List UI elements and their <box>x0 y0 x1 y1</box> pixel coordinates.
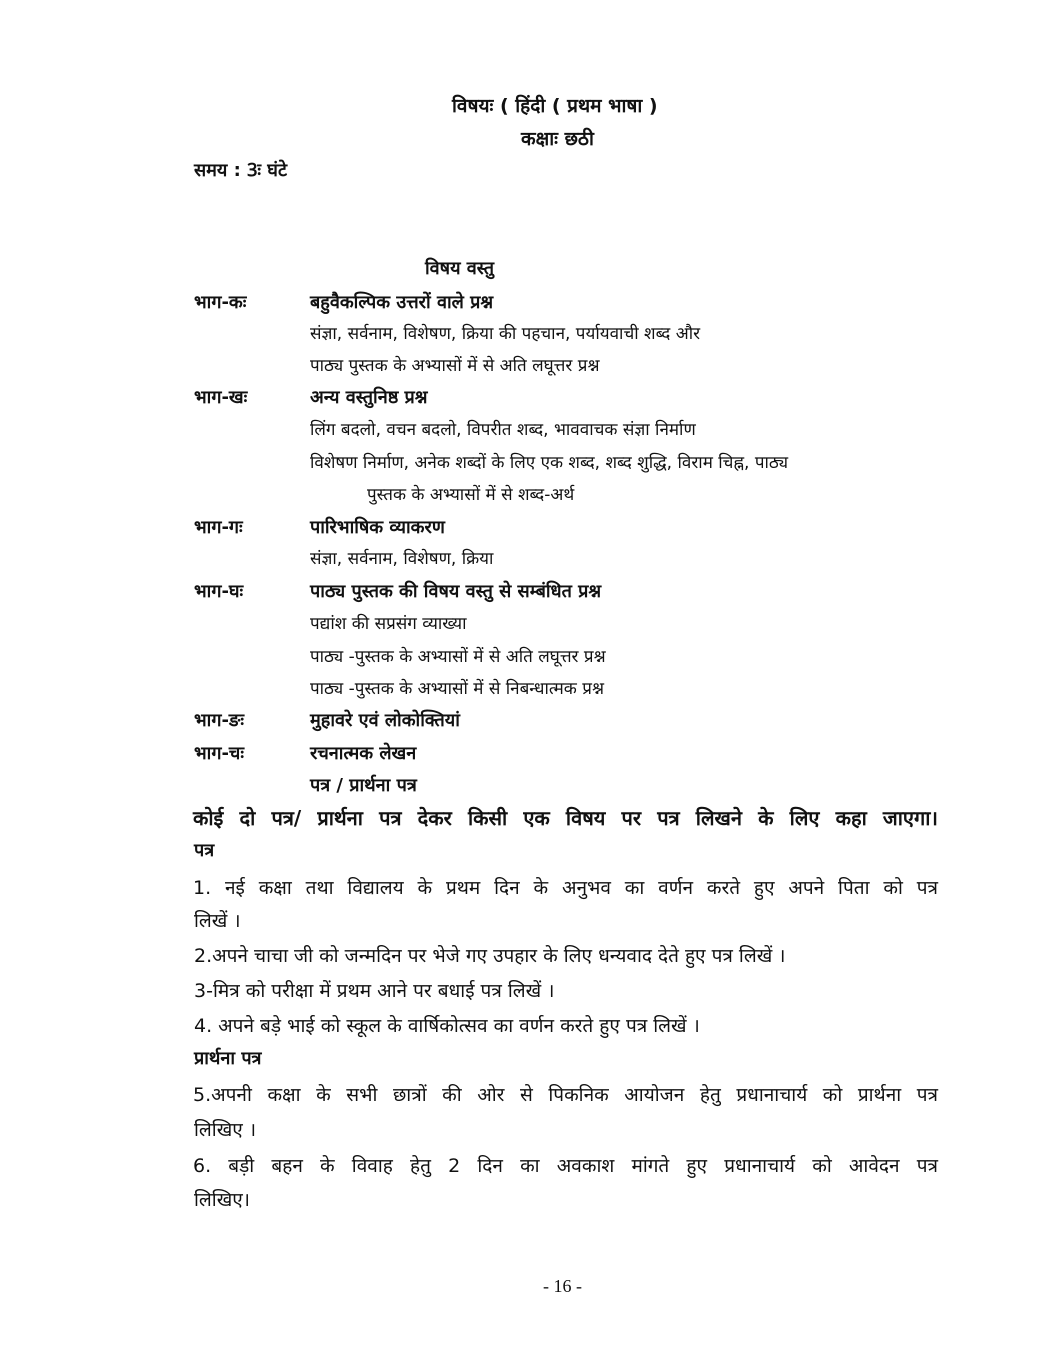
letters-heading: पत्र <box>194 840 215 861</box>
section-label: भाग-चः <box>194 743 244 764</box>
section-heading: मुहावरे एवं लोकोक्तियां <box>310 710 460 731</box>
application-item: लिखिए। <box>194 1189 250 1211</box>
section-line: संज्ञा, सर्वनाम, विशेषण, क्रिया की पहचान, पर्यायवाची शब्द और <box>310 324 701 344</box>
letter-item: 2.अपने चाचा जी को जन्मदिन पर भेजे गए उपहार के लिए धन्यवाद देते हुए पत्र लिखें । <box>194 945 786 967</box>
section-line: पाठ्य -पुस्तक के अभ्यासों में से अति लघूत्तर प्रश्न <box>310 647 606 667</box>
instruction: कोई दो पत्र/ प्रार्थना पत्र देकर किसी एक विषय पर पत्र लिखने के लिए कहा जाएगा। <box>193 806 938 830</box>
section-heading: बहुवैकल्पिक उत्तरों वाले प्रश्न <box>310 292 494 313</box>
section-line: लिंग बदलो, वचन बदलो, विपरीत शब्द, भाववाचक संज्ञा निर्माण <box>310 420 696 440</box>
section-line: पुस्तक के अभ्यासों में से शब्द-अर्थ <box>367 485 575 505</box>
page-number: - 16 - <box>543 1276 582 1296</box>
section-line: पाठ्य -पुस्तक के अभ्यासों में से निबन्धात्मक प्रश्न <box>310 679 604 699</box>
section-heading: पाठ्य पुस्तक की विषय वस्तु से सम्बंधित प्रश्न <box>310 581 602 602</box>
application-item: 5.अपनी कक्षा के सभी छात्रों की ओर से पिकनिक आयोजन हेतु प्रधानाचार्य को प्रार्थना पत्र <box>193 1084 938 1106</box>
class-title: कक्षाः छठी <box>521 128 594 150</box>
section-label: भाग-कः <box>194 292 247 313</box>
letter-item: लिखें । <box>194 910 241 932</box>
section-label: भाग-घः <box>194 581 244 602</box>
section-label: भाग-ङः <box>194 710 245 731</box>
application-item: 6. बड़ी बहन के विवाह हेतु 2 दिन का अवकाश मांगते हुए प्रधानाचार्य को आवेदन पत्र <box>193 1155 938 1177</box>
letter-item: 4. अपने बड़े भाई को स्कूल के वार्षिकोत्सव का वर्णन करते हुए पत्र लिखें । <box>194 1015 700 1037</box>
section-label: भाग-खः <box>194 387 248 408</box>
section-line: पद्यांश की सप्रसंग व्याख्या <box>310 614 467 634</box>
section-heading: रचनात्मक लेखन <box>310 743 417 764</box>
section-line: विशेषण निर्माण, अनेक शब्दों के लिए एक शब्द, शब्द शुद्धि, विराम चिह्न, पाठ्य <box>310 453 789 473</box>
section-line: संज्ञा, सर्वनाम, विशेषण, क्रिया <box>310 549 494 569</box>
application-item: लिखिए । <box>194 1119 257 1141</box>
time-label: समय : 3ः घंटे <box>194 160 288 181</box>
content-title: विषय वस्तु <box>425 258 495 279</box>
section-heading: पारिभाषिक व्याकरण <box>310 517 445 538</box>
letter-item: 1. नई कक्षा तथा विद्यालय के प्रथम दिन के अनुभव का वर्णन करते हुए अपने पिता को पत्र <box>193 877 938 899</box>
subject-title: विषयः ( हिंदी ( प्रथम भाषा ) <box>452 95 658 117</box>
section-heading: अन्य वस्तुनिष्ठ प्रश्न <box>310 387 428 408</box>
letter-item: 3-मित्र को परीक्षा में प्रथम आने पर बधाई पत्र लिखें । <box>194 980 555 1002</box>
applications-heading: प्रार्थना पत्र <box>194 1048 262 1069</box>
section-line: पाठ्य पुस्तक के अभ्यासों में से अति लघूत्तर प्रश्न <box>310 356 600 376</box>
section-label: भाग-गः <box>194 517 243 538</box>
section-line: पत्र / प्रार्थना पत्र <box>310 775 417 796</box>
